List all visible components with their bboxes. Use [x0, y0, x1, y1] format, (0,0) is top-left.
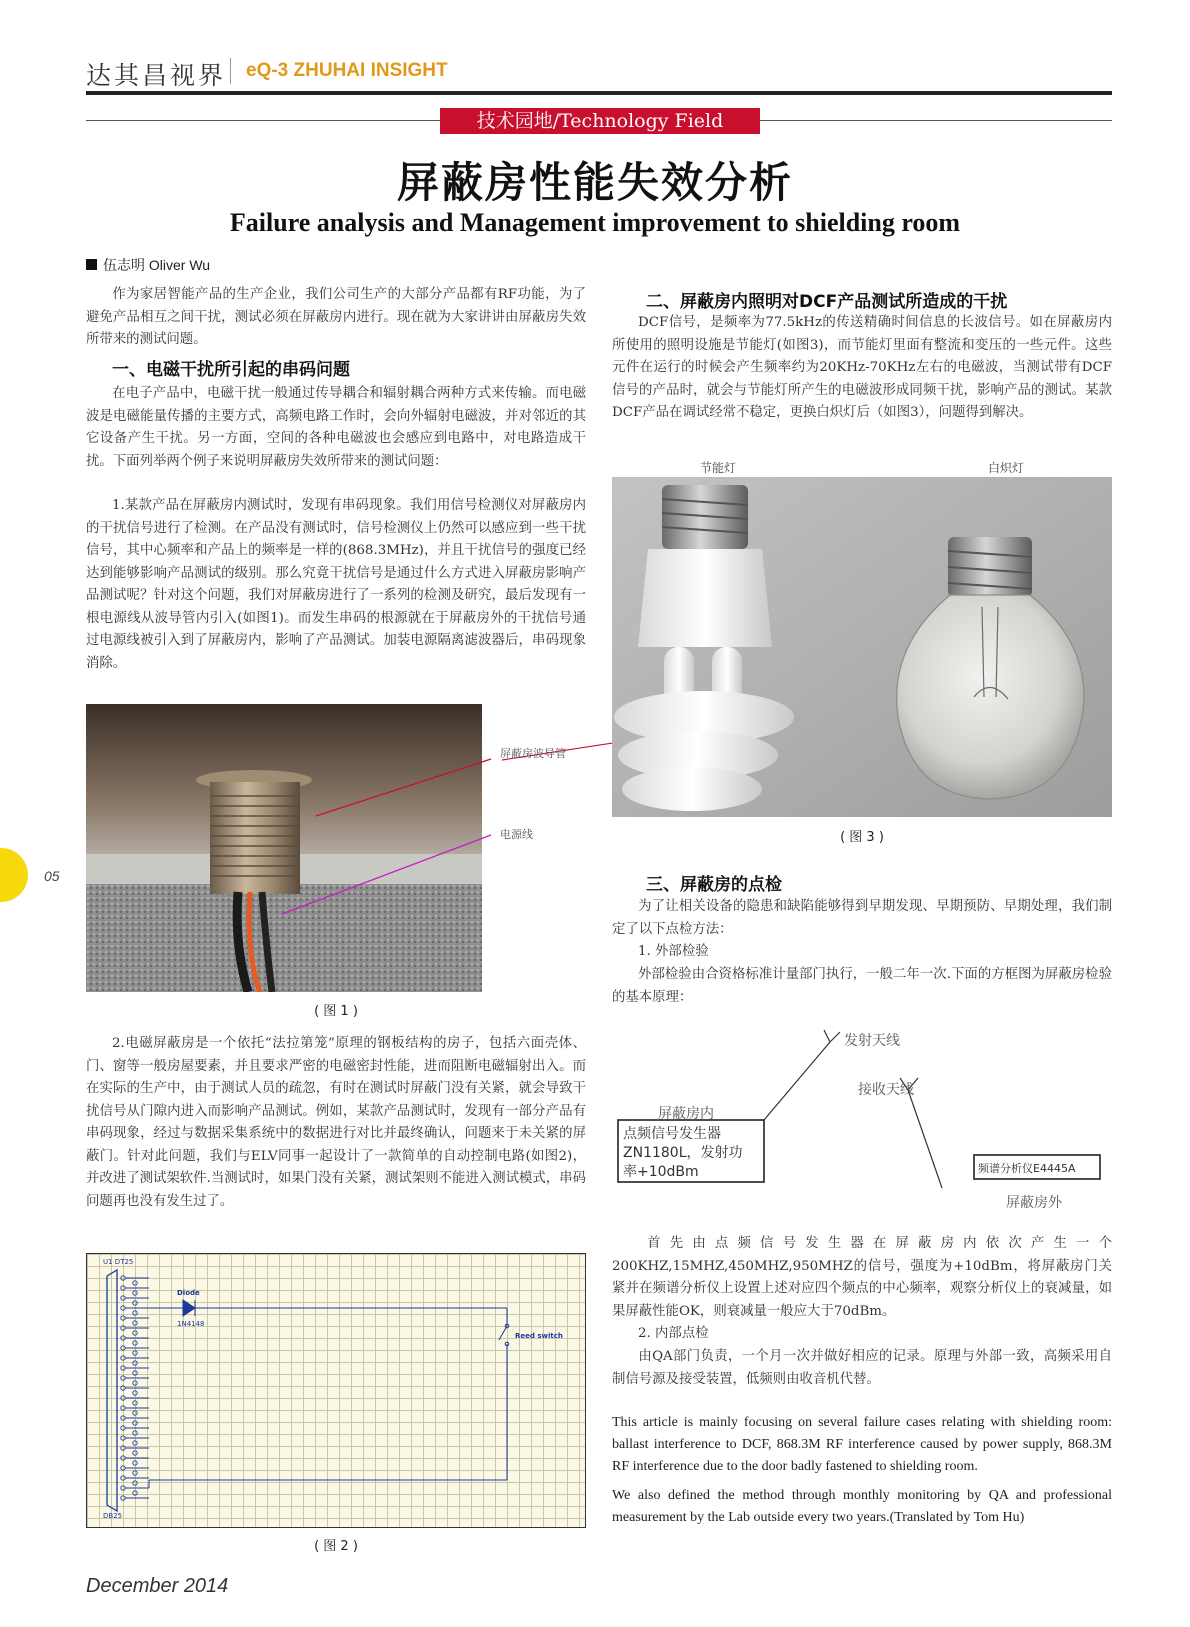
author [86, 255, 210, 275]
heading-1: 一、电磁干扰所引起的串码问题 [112, 360, 350, 380]
figure-3-caption: ( 图 3 ) [840, 830, 884, 845]
section-badge: 技术园地/Technology Field [440, 108, 760, 134]
rx-antenna-label: 接收天线 [858, 1082, 914, 1098]
figure-2-switch-label: Reed switch [515, 1332, 563, 1340]
figure-2-caption: ( 图 2 ) [314, 1539, 358, 1554]
figure-1-caption: ( 图 1 ) [314, 1004, 358, 1019]
outside-room-label: 屏蔽房外 [1006, 1195, 1062, 1211]
author-bullet [86, 259, 97, 270]
figure-2-circuit [86, 1253, 586, 1528]
english-summary-2: We also defined the method through monthly monitoring by QA and professional measurement by the Lab outside every two years.(Translated by Tom Hu) [612, 1488, 1112, 1525]
figure-2-connector-label: U1 DT25 [103, 1258, 134, 1266]
heading-3: 三、屏蔽房的点检 [646, 875, 782, 895]
right-paragraph-6: 2. 内部点检 [638, 1326, 709, 1341]
author-name: 伍志明 Oliver Wu [103, 257, 211, 273]
signal-generator-line-1: 点频信号发生器 [623, 1126, 721, 1142]
issue-date: December 2014 [86, 1575, 229, 1597]
signal-generator-line-3: 率+10dBm [623, 1164, 699, 1180]
figure-2-bottom-label: DB25 [103, 1512, 123, 1520]
page-marker-dot [0, 848, 28, 902]
page-number: 05 [44, 868, 60, 884]
signal-generator-line-2: ZN1180L，发射功 [623, 1145, 743, 1161]
english-summary-1: This article is mainly focusing on several failure cases relating with shielding room: ballast interference to DCF, 868.3M RF interference caused by power supply, 868.3M RF interference due to the door badly fastened to shielding room. [612, 1415, 1112, 1474]
article-title-en: Failure analysis and Management improvement to shielding room [229, 208, 961, 237]
signal-generator-box [623, 1125, 743, 1182]
magazine-name-cn: 达其昌视界 [86, 61, 227, 90]
intro-paragraph: 作为家居智能产品的生产企业，我们公司生产的大部分产品都有RF功能，为了避免产品相互之间干扰，测试必须在屏蔽房内进行。现在就为大家讲讲由屏蔽房失效所带来的测试问题。 [86, 287, 586, 347]
figure-3-label-incandescent: 白炽灯 [988, 461, 1025, 475]
spectrum-analyzer-box: 频谱分析仪E4445A [978, 1162, 1076, 1175]
right-paragraph-5: 首先由点频信号发生器在屏蔽房内依次产生一个200KHZ,15MHZ,450MHZ,950MHZ的信号，强度为+10dBm，将屏蔽房门关紧并在频谱分析仪上设置上述对应四个频点的中心频率，观察分析仪上的衰减量，如果屏蔽性能OK，则衰减量一般应大于70dBm。 [612, 1236, 1112, 1319]
figure-2-diode-ref: 1N4148 [177, 1320, 205, 1328]
figure-3-photo [612, 477, 1112, 817]
header-separator [230, 58, 231, 84]
right-paragraph-7: 由QA部门负责，一个月一次并做好相应的记录。原理与外部一致，高频采用自制信号源及接受装置，低频则由收音机代替。 [612, 1349, 1112, 1387]
figure-1-label-powerline: 电源线 [500, 828, 533, 841]
paragraph-1: 在电子产品中，电磁干扰一般通过传导耦合和辐射耦合两种方式来传输。而电磁波是电磁能量传播的主要方式，高频电路工作时，会向外辐射电磁波，并对邻近的其它设备产生干扰。另一方面，空间的各种电磁波也会感应到电路中，对电路造成干扰。下面列举两个例子来说明屏蔽房失效所带来的测试问题： [86, 386, 586, 469]
right-paragraph-3: 1. 外部检验 [638, 944, 709, 959]
inside-room-label: 屏蔽房内 [658, 1106, 714, 1122]
right-paragraph-2: 为了让相关设备的隐患和缺陷能够得到早期发现、早期预防、早期处理，我们制定了以下点检方法： [612, 899, 1112, 937]
right-paragraph-1: DCF信号，是频率为77.5kHz的传送精确时间信息的长波信号。如在屏蔽房内所使用的照明设施是节能灯(如图3)，而节能灯里面有整流和变压的一些元件。这些元件在运行的时候会产生频率约为20KHz-70KHz左右的电磁波，当测试带有DCF信号的产品时，就会与节能灯所产生的电磁波形成同频干扰，影响产品的测试。某款DCF产品在调试经常不稳定，更换白炽灯后（如图3），问题得到解决。 [612, 315, 1112, 420]
magazine-name-en: eQ-3 ZHUHAI INSIGHT [246, 60, 448, 81]
tx-antenna-label: 发射天线 [844, 1033, 900, 1049]
right-paragraph-4: 外部检验由合资格标准计量部门执行，一般二年一次.下面的方框图为屏蔽房检验的基本原理： [612, 967, 1112, 1005]
header-rule [86, 91, 1112, 95]
figure-1-label-waveguide: 屏蔽房波导管 [500, 747, 566, 760]
heading-2: 二、屏蔽房内照明对DCF产品测试所造成的干扰 [646, 292, 1008, 312]
paragraph-2: 1.某款产品在屏蔽房内测试时，发现有串码现象。我们用信号检测仪对屏蔽房内的干扰信号进行了检测。在产品没有测试时，信号检测仪上仍然可以感应到一些干扰信号，其中心频率和产品上的频率是一样的(868.3MHz)，并且干扰信号的强度已经达到能够影响产品测试的级别。那么究竟干扰信号是通过什么方式进入屏蔽房影响产品测试呢？针对这个问题，我们对屏蔽房进行了一系列的检测及研究，最后发现有一根电源线从波导管内引入(如图1)。而发生串码的根源就在于屏蔽房外的干扰信号通过电源线被引入到了屏蔽房内，影响了产品测试。加装电源隔离滤波器后，串码现象消除。 [86, 498, 586, 671]
figure-3-label-cfl: 节能灯 [700, 461, 737, 475]
figure-2-diode-label: Diode [177, 1289, 200, 1297]
paragraph-3: 2.电磁屏蔽房是一个依托“法拉第笼”原理的钢板结构的房子，包括六面壳体、门、窗等一般房屋要素，并且要求严密的电磁密封性能，进而阻断电磁辐射出入。而在实际的生产中，由于测试人员的疏忽，有时在测试时屏蔽门没有关紧，就会导致干扰信号从门隙内进入而影响产品测试。例如，某款产品测试时，发现有一部分产品有串码现象，经过与数据采集系统中的数据进行对比并最终确认，问题来于未关紧的屏蔽门。针对此问题，我们与ELV同事一起设计了一款简单的自动控制电路(如图2)，并改进了测试架软件.当测试时，如果门没有关紧，测试架则不能进入测试模式，串码问题再也没有发生过了。 [86, 1036, 586, 1209]
article-title-cn: 屏蔽房性能失效分析 [396, 158, 793, 207]
shielding-test-diagram [612, 1028, 1112, 1218]
